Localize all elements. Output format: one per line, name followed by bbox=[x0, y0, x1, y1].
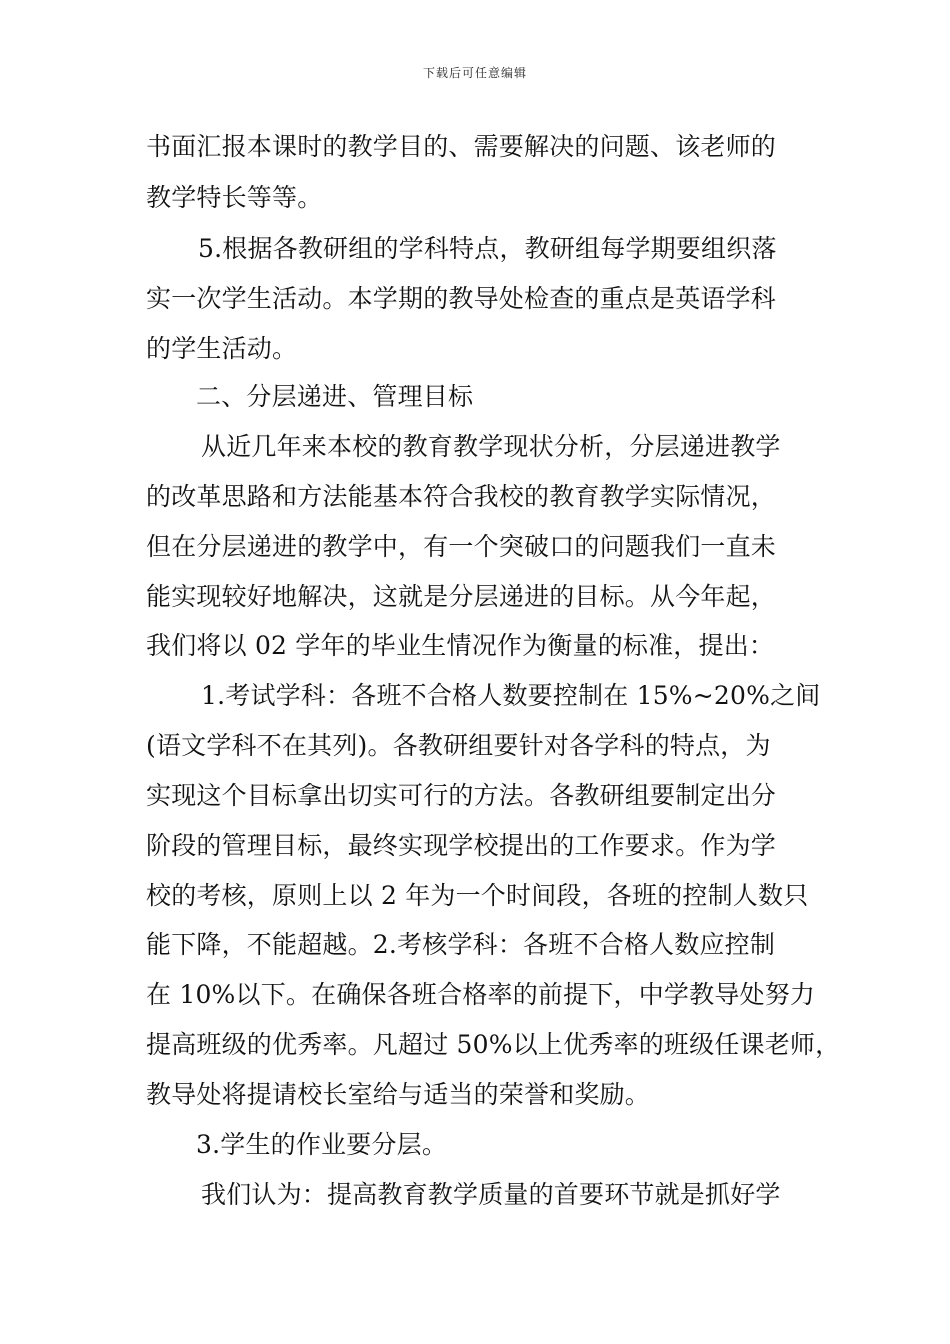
text-line: 提高班级的优秀率。凡超过 50%以上优秀率的班级任课老师， bbox=[146, 1030, 841, 1059]
text-line: 在 10%以下。在确保各班合格率的前提下，中学教导处努力 bbox=[146, 980, 816, 1009]
text-line: 我们认为：提高教育教学质量的首要环节就是抓好学 bbox=[201, 1180, 781, 1209]
section-heading: 二、分层递进、管理目标 bbox=[196, 382, 474, 411]
text-line: (语文学科不在其列)。各教研组要针对各学科的特点，为 bbox=[146, 731, 771, 760]
text-line: 教导处将提请校长室给与适当的荣誉和奖励。 bbox=[146, 1080, 651, 1109]
text-line: 5.根据各教研组的学科特点，教研组每学期要组织落 bbox=[198, 234, 777, 263]
text-line: 的改革思路和方法能基本符合我校的教育教学实际情况， bbox=[146, 482, 777, 511]
text-line: 从近几年来本校的教育教学现状分析，分层递进教学 bbox=[201, 432, 781, 461]
text-line: 阶段的管理目标，最终实现学校提出的工作要求。作为学 bbox=[146, 831, 777, 860]
text-line: 实一次学生活动。本学期的教导处检查的重点是英语学科 bbox=[146, 284, 777, 313]
text-line: 实现这个目标拿出切实可行的方法。各教研组要制定出分 bbox=[146, 781, 777, 810]
text-line: 我们将以 02 学年的毕业生情况作为衡量的标准，提出： bbox=[146, 631, 775, 660]
text-line: 能下降，不能超越。2.考核学科：各班不合格人数应控制 bbox=[146, 930, 776, 959]
text-line: 校的考核，原则上以 2 年为一个时间段，各班的控制人数只 bbox=[146, 881, 809, 910]
text-line: 但在分层递进的教学中，有一个突破口的问题我们一直未 bbox=[146, 532, 777, 561]
page-header: 下载后可任意编辑 bbox=[422, 66, 527, 80]
text-line: 能实现较好地解决，这就是分层递进的目标。从今年起， bbox=[146, 582, 777, 611]
text-line: 的学生活动。 bbox=[146, 334, 298, 363]
text-line: 书面汇报本课时的教学目的、需要解决的问题、该老师的 bbox=[146, 132, 777, 161]
text-line: 教学特长等等。 bbox=[146, 183, 323, 212]
text-line: 3.学生的作业要分层。 bbox=[196, 1130, 448, 1159]
text-line: 1.考试学科：各班不合格人数要控制在 15%~20%之间 bbox=[201, 681, 821, 710]
